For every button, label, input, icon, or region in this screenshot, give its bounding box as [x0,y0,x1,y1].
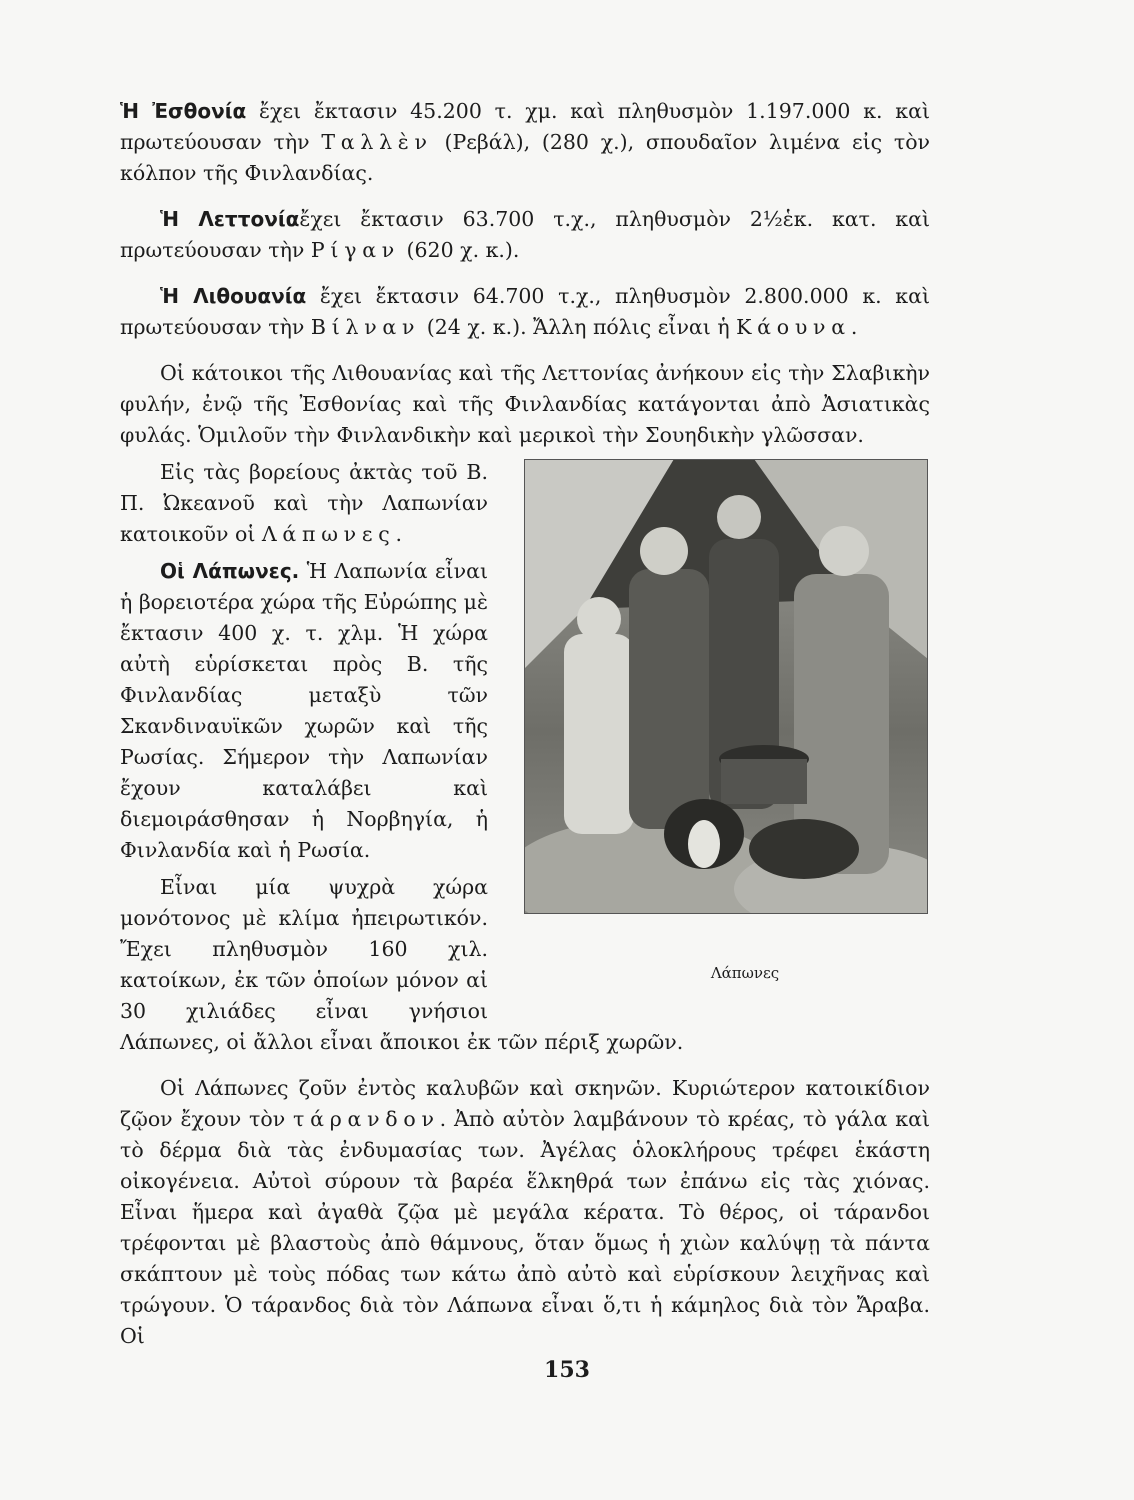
word-reindeer: τάρανδον [293,1107,440,1131]
text-north-1: Εἰς τὰς βορείους ἀκτὰς τοῦ Β. Π. Ὠκεανοῦ καὶ τὴν Λαπωνίαν κατοικοῦν οἱ [120,460,488,546]
text-inhabitants: Οἱ κάτοικοι τῆς Λιθουανίας καὶ τῆς Λεττονίας ἀνήκουν εἰς τὴν Σλαβικὴν φυλήν, ἐνῷ τῆς Ἐσθονίας καὶ τῆς Φινλανδίας κατάγονται ἀπὸ Ἀσιατικὰς φυλάς. Ὁμιλοῦν τὴν Φινλανδικὴν καὶ μερικοὶ τὴν Σουηδικὴν γλῶσσαν. [120,361,930,447]
paragraph-estonia [120,96,930,189]
lead-lapps: Οἱ Λάπωνες. [160,559,300,583]
lead-estonia: Ἡ Ἐσθονία [120,99,247,123]
paragraph-reindeer [120,1073,930,1352]
text-climate: Εἶναι μία ψυχρὰ χώρα μονότονος μὲ κλίμα ἠπειρωτικόν. Ἔχει πληθυσμὸν 160 χιλ. κατοίκων, ἐκ τῶν ὁποίων μόνον αἱ 30 χιλιάδες εἶναι γνήσιοι Λάπωνες, οἱ ἄλλοι εἶναι ἄποικοι ἐκ τῶν πέριξ χωρῶν. [120,875,684,1054]
text-reindeer-2: . Ἀπὸ αὐτὸν λαμβάνουν τὸ κρέας, τὸ γάλα καὶ τὸ δέρμα διὰ τὰς ἐνδυμασίας των. Ἀγέλας ὁλοκλήρους τρέφει ἑκάστη οἰκογένεια. Αὐτοὶ σύρουν τὰ βαρέα ἕλκηθρά των ἐπάνω εἰς τὰς χιόνας. Εἶναι ἥμερα καὶ ἀγαθὰ ζῷα μὲ μεγάλα κέρατα. Τὸ θέρος, οἱ τάρανδοι τρέφονται μὲ βλαστοὺς ἀπὸ θάμνους, ὅταν ὅμως ἡ χιὼν καλύψῃ τὰ πάντα σκάπτουν μὲ τοὺς πόδας των κάτω ἀπὸ αὐτὸ καὶ εὑρίσκουν λειχῆνας καὶ τρώγουν. Ὁ τάρανδος διὰ τὸν Λάπωνα εἶναι ὅ,τι ἡ κάμηλος διὰ τὸν Ἄραβα. Οἱ [120,1107,931,1348]
city-vilnius: Βίλναν [310,315,421,339]
lead-lithuania: Ἡ Λιθουανία [160,284,307,308]
text-estonia-1: ἔχει ἔκτασιν 45.200 τ. χμ. καὶ πληθυσμὸν 1.197.000 κ. καὶ πρωτεύουσαν τὴν [120,99,931,154]
lapps-photo-figure [510,459,930,1004]
photo-caption: Λάπωνες [710,964,780,982]
text-lithuania-3: . [850,315,858,339]
text-reindeer-1: Οἱ Λάπωνες ζοῦν ἐντὸς καλυβῶν καὶ σκηνῶν. Κυριώτερον κατοικίδιον ζῷον ἔχουν τὸν [120,1076,930,1131]
lead-latvia: Ἡ Λεττονία [160,207,300,231]
paragraph-latvia [120,204,930,266]
text-north-2: . [395,522,402,546]
city-kaunas: Κάουνα [736,315,851,339]
text-estonia-2: (Ρεβάλ), (280 χ.), σπουδαῖον λιμένα εἰς τὸν κόλπον τῆς Φινλανδίας. [120,130,930,185]
text-lapps: Ἡ Λαπωνία εἶναι ἡ βορειοτέρα χώρα τῆς Εὐρώπης μὲ ἔκτασιν 400 χ. τ. χλμ. Ἡ χώρα αὐτὴ εὑρίσκεται πρὸς Β. τῆς Φινλανδίας μεταξὺ τῶν Σκανδιναυϊκῶν χωρῶν καὶ τῆς Ρωσίας. Σήμερον τὴν Λαπωνίαν ἔχουν καταλάβει καὶ διεμοιράσθησαν ἡ Νορβηγία, ἡ Φινλανδία καὶ ἡ Ρωσία. [120,559,489,862]
text-lithuania-1: ἔχει ἔκτασιν 64.700 τ.χ., πληθυσμὸν 2.800.000 κ. καὶ πρωτεύουσαν τὴν [120,284,930,339]
text-latvia-2: (620 χ. κ.). [399,238,520,262]
city-riga: Ρίγαν [310,238,400,262]
page-number: 153 [544,1357,590,1383]
text-lithuania-2: (24 χ. κ.). Ἄλλη πόλις εἶναι ἡ [420,315,737,339]
people-lapps: Λάπωνες [261,522,396,546]
text-latvia-1: ἔχει ἔκτασιν 63.700 τ.χ., πληθυσμὸν 2½ἑκ. κατ. καὶ πρωτεύουσαν τὴν [120,207,930,262]
paragraph-lithuania [120,281,930,343]
city-tallinn: Ταλλὲν [321,130,433,154]
page-text [120,96,930,1367]
lapps-photo [524,459,928,914]
paragraph-inhabitants [120,358,930,451]
